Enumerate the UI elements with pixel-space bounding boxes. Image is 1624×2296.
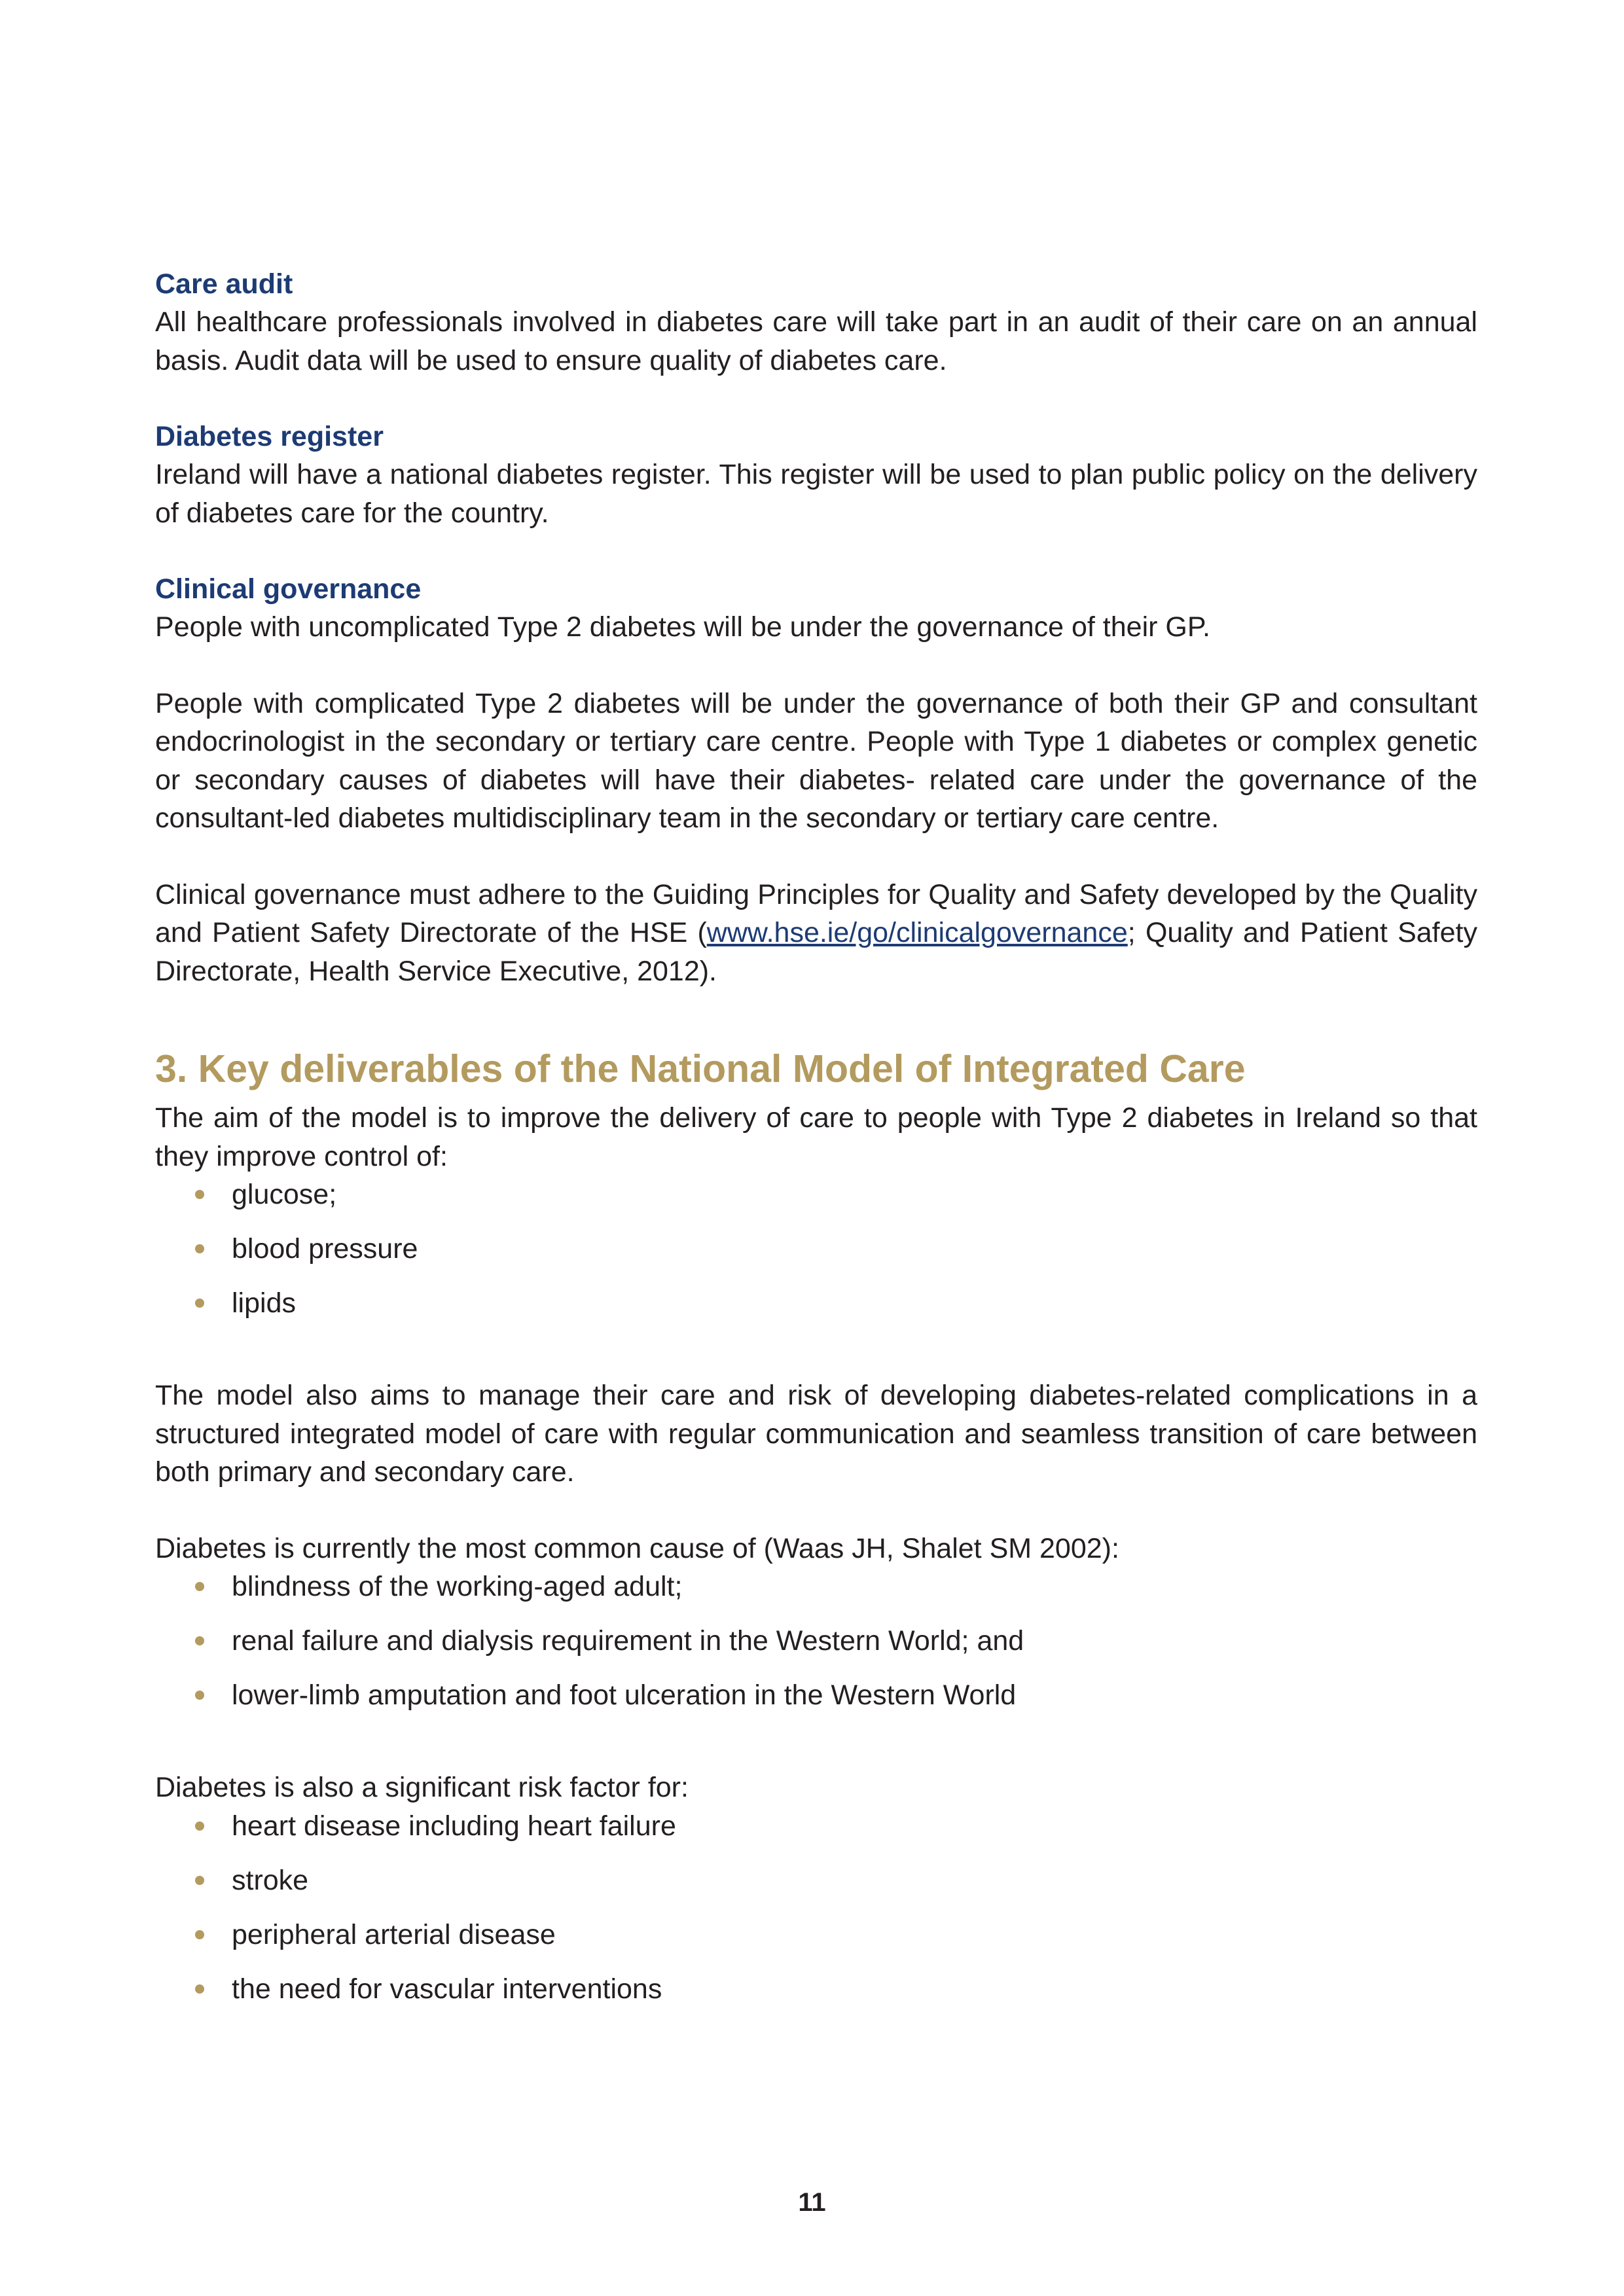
list-item bbox=[191, 1175, 1477, 1213]
clinical-governance-para-2: People with complicated Type 2 diabetes will be under the governance of both their GP and consultant endocrinologist in the secondary or tertiary care centre. People with Type 1 diabetes or complex genetic or secondary causes of diabetes will have their diabetes- related care under the governance of the consultant-led diabetes multidisciplinary team in the secondary or tertiary care centre. bbox=[155, 687, 1477, 834]
bullet-icon bbox=[195, 1691, 204, 1700]
risk-item-text: heart disease including heart failure bbox=[232, 1810, 676, 1842]
page-content bbox=[155, 265, 1477, 2024]
care-audit-heading: Care audit bbox=[155, 268, 293, 300]
control-item-text: glucose; bbox=[232, 1179, 337, 1210]
bullet-icon bbox=[195, 1582, 204, 1591]
clinical-governance-para-3-before: Clinical governance must adhere to the Guiding Principles for Quality and Safety developed by the Quality and Patient Safety Directorate of the HSE ( bbox=[155, 878, 1477, 948]
section-3-intro: The aim of the model is to improve the delivery of care to people with Type 2 diabetes in Ireland so that they improve control of: bbox=[155, 1102, 1477, 1172]
cause-item-text: renal failure and dialysis requirement in the Western World; and bbox=[232, 1625, 1024, 1657]
section-3-heading: 3. Key deliverables of the National Model of Integrated Care bbox=[155, 1047, 1246, 1090]
cause-list bbox=[155, 1568, 1477, 1714]
cause-item-text: lower-limb amputation and foot ulceration in the Western World bbox=[232, 1679, 1017, 1711]
bullet-icon bbox=[195, 1299, 204, 1308]
list-item bbox=[191, 1230, 1477, 1268]
clinical-governance-para-3 bbox=[155, 876, 1477, 991]
bullet-icon bbox=[195, 1244, 204, 1253]
risk-item-text: the need for vascular interventions bbox=[232, 1973, 662, 2005]
diabetes-register-text: Ireland will have a national diabetes register. This register will be used to plan public policy on the delivery of diabetes care for the country. bbox=[155, 459, 1477, 529]
diabetes-register-heading: Diabetes register bbox=[155, 421, 384, 452]
risk-item-text: stroke bbox=[232, 1864, 309, 1896]
bullet-icon bbox=[195, 1636, 204, 1645]
clinical-governance-heading: Clinical governance bbox=[155, 573, 422, 605]
cause-intro-text: Diabetes is currently the most common cause of (Waas JH, Shalet SM 2002): bbox=[155, 1532, 1119, 1564]
list-item bbox=[191, 1568, 1477, 1605]
care-audit-text: All healthcare professionals involved in diabetes care will take part in an audit of their care on an annual basis. Audit data will be used to ensure quality of diabetes care. bbox=[155, 306, 1477, 376]
list-item bbox=[191, 1861, 1477, 1899]
list-item bbox=[191, 1807, 1477, 1845]
clinical-governance-para-3-after: ; Quality and Patient Safety Directorate, Health Service Executive, 2012). bbox=[155, 917, 1477, 987]
list-item bbox=[191, 1284, 1477, 1322]
model-aims-text: The model also aims to manage their care and risk of developing diabetes-related complications in a structured integrated model of care with regular communication and seamless transition of care between both primary and secondary care. bbox=[155, 1380, 1477, 1488]
risk-intro-text: Diabetes is also a significant risk factor for: bbox=[155, 1772, 689, 1803]
list-item bbox=[191, 1970, 1477, 2008]
bullet-icon bbox=[195, 1190, 204, 1199]
control-item-text: lipids bbox=[232, 1287, 296, 1319]
clinical-governance-para-1: People with uncomplicated Type 2 diabetes will be under the governance of their GP. bbox=[155, 611, 1210, 643]
bullet-icon bbox=[195, 1821, 204, 1831]
control-list bbox=[155, 1175, 1477, 1322]
list-item bbox=[191, 1622, 1477, 1660]
risk-list bbox=[155, 1807, 1477, 2008]
control-item-text: blood pressure bbox=[232, 1233, 418, 1265]
clinical-governance-link[interactable]: www.hse.ie/go/clinicalgovernance bbox=[706, 917, 1128, 948]
risk-item-text: peripheral arterial disease bbox=[232, 1918, 556, 1950]
list-item bbox=[191, 1916, 1477, 1954]
bullet-icon bbox=[195, 1984, 204, 1994]
page-number: 11 bbox=[798, 2188, 826, 2217]
list-item bbox=[191, 1676, 1477, 1714]
cause-item-text: blindness of the working-aged adult; bbox=[232, 1571, 683, 1602]
bullet-icon bbox=[195, 1876, 204, 1885]
bullet-icon bbox=[195, 1930, 204, 1939]
